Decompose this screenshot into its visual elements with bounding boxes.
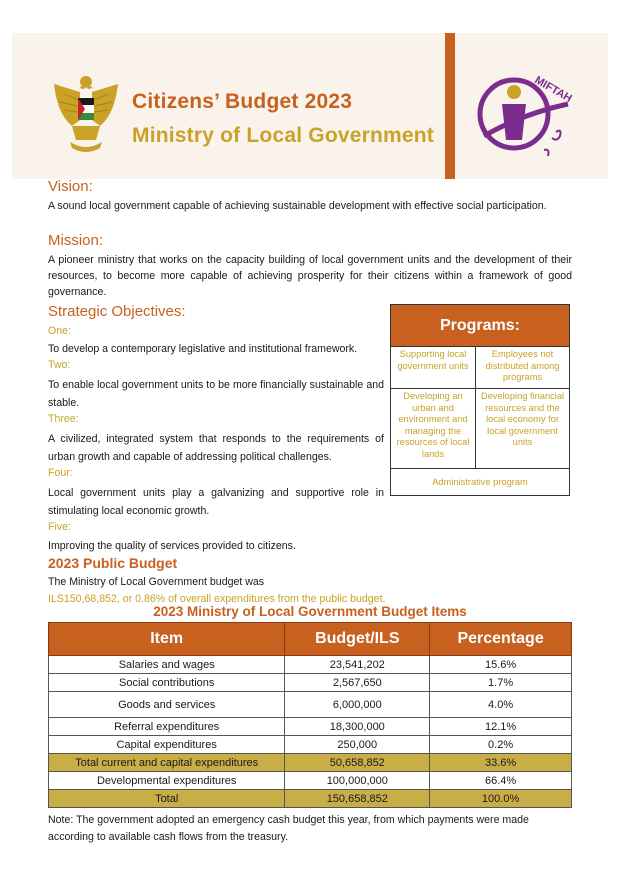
objective-text: To enable local government units to be more financially sustainable and stable.: [48, 379, 384, 409]
program-cell: Developing financial resources and the local economy for local government units: [476, 389, 569, 469]
budget-table: [48, 622, 572, 808]
table-cell: 100,000,000: [285, 772, 430, 790]
table-cell: 50,658,852: [285, 754, 430, 772]
table-cell: 33.6%: [430, 754, 572, 772]
column-header: Item: [49, 623, 285, 656]
column-header: Percentage: [430, 623, 572, 656]
table-row: [49, 772, 572, 790]
table-cell: Capital expenditures: [49, 736, 285, 754]
objective-text: A civilized, integrated system that responds to the requirements of urban growth and capable of addressing political challenges.: [48, 433, 384, 463]
table-cell: Referral expenditures: [49, 718, 285, 736]
table-cell: 2,567,650: [285, 674, 430, 692]
program-cell: Employees not distributed among programs: [476, 347, 569, 389]
mission-heading: Mission:: [48, 232, 104, 249]
table-cell: 23,541,202: [285, 656, 430, 674]
header-divider: [445, 33, 455, 179]
table-cell: 100.0%: [430, 790, 572, 808]
objectives-heading: Strategic Objectives:: [48, 303, 186, 320]
table-cell: 66.4%: [430, 772, 572, 790]
miftah-logo: [472, 62, 582, 172]
table-cell: 250,000: [285, 736, 430, 754]
table-cell: 1.7%: [430, 674, 572, 692]
column-header: Budget/ILS: [285, 623, 430, 656]
table-cell: Total current and capital expenditures: [49, 754, 285, 772]
objective-label: Two:: [48, 359, 71, 371]
table-title: 2023 Ministry of Local Government Budget Items: [153, 604, 467, 619]
objective-text: Improving the quality of services provided to citizens.: [48, 540, 296, 552]
table-cell: Total: [49, 790, 285, 808]
document-title: Citizens’ Budget 2023: [132, 90, 353, 113]
objective-label: Three:: [48, 413, 79, 425]
vision-text: A sound local government capable of achieving sustainable development with effective social participation.: [48, 200, 547, 212]
table-cell: 0.2%: [430, 736, 572, 754]
table-cell: 150,658,852: [285, 790, 430, 808]
program-cell: Supporting local government units: [391, 347, 476, 389]
table-row-subtotal: [49, 754, 572, 772]
objective-label: One:: [48, 325, 71, 337]
public-budget-line2: ILS150,68,852, or 0.86% of overall expenditures from the public budget.: [48, 593, 386, 605]
mission-text: A pioneer ministry that works on the capacity building of local government units and the development of their resources, to become more capable of achieving prosperity for their citizens within a framework of good governance.: [48, 254, 572, 298]
public-budget-heading: 2023 Public Budget: [48, 555, 178, 571]
program-cell: Developing an urban and environment and managing the resources of local lands: [391, 389, 476, 469]
programs-box: [390, 304, 570, 496]
vision-heading: Vision:: [48, 178, 93, 195]
table-cell: 6,000,000: [285, 692, 430, 718]
logo-text: MIFTAH: [532, 74, 574, 105]
objective-label: Four:: [48, 467, 73, 479]
objective-label: Five:: [48, 521, 71, 533]
table-cell: 18,300,000: [285, 718, 430, 736]
table-row: [49, 692, 572, 718]
table-cell: 12.1%: [430, 718, 572, 736]
objective-text: Local government units play a galvanizing and supportive role in stimulating local economic growth.: [48, 487, 384, 517]
table-row: [49, 718, 572, 736]
table-row: [49, 656, 572, 674]
table-row: [49, 736, 572, 754]
programs-heading: Programs:: [391, 305, 569, 347]
table-header-row: [49, 623, 572, 656]
ministry-name: Ministry of Local Government: [132, 124, 434, 147]
table-cell: 4.0%: [430, 692, 572, 718]
table-row: [49, 674, 572, 692]
eagle-emblem-icon: [50, 70, 122, 156]
table-row-total: [49, 790, 572, 808]
table-cell: Goods and services: [49, 692, 285, 718]
program-cell-admin: Administrative program: [432, 477, 528, 487]
objective-text: To develop a contemporary legislative and institutional framework.: [48, 343, 358, 355]
table-cell: Salaries and wages: [49, 656, 285, 674]
public-budget-line1: The Ministry of Local Government budget was: [48, 576, 265, 588]
table-cell: Developmental expenditures: [49, 772, 285, 790]
footnote: Note: The government adopted an emergency cash budget this year, from which payments were made according to available cash flows from the treasury.: [48, 814, 529, 843]
table-cell: Social contributions: [49, 674, 285, 692]
table-cell: 15.6%: [430, 656, 572, 674]
